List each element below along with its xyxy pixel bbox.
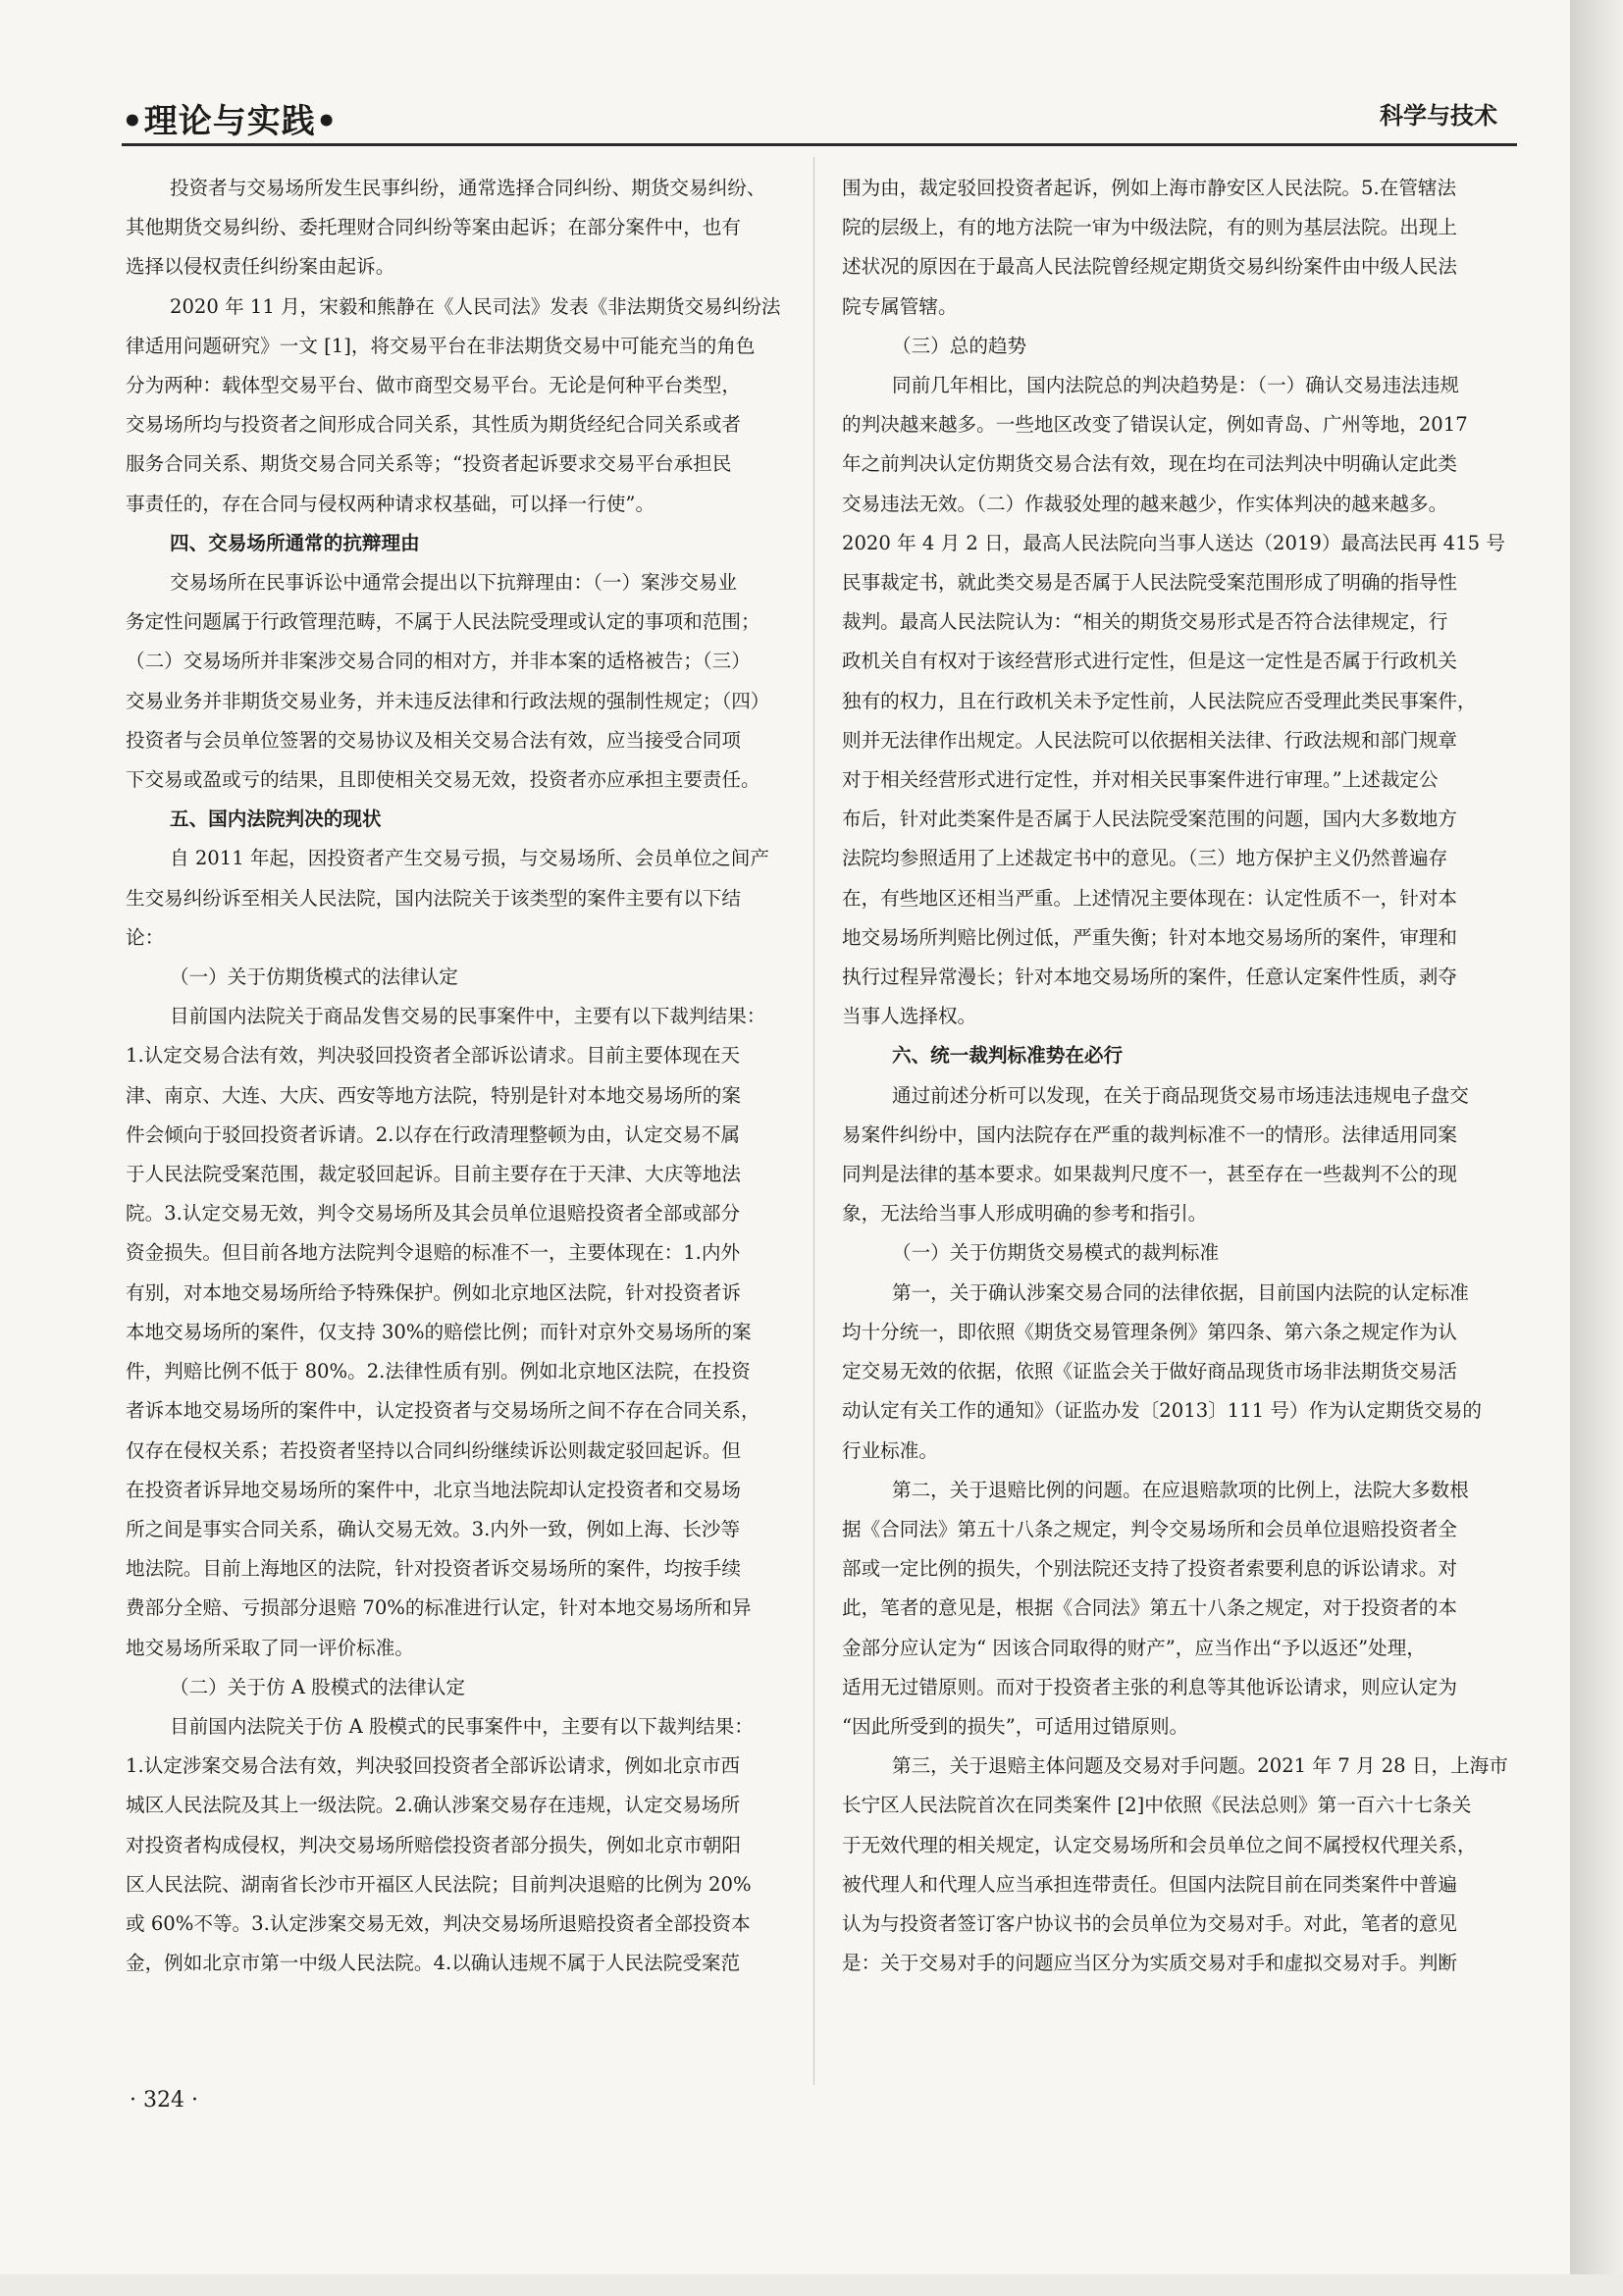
text-line: 1.认定涉案交易合法有效，判决驳回投资者全部诉讼请求，例如北京市西 (126, 1754, 741, 1778)
text-line: 通过前述分析可以发现，在关于商品现货交易市场违法违规电子盘交 (892, 1083, 1469, 1107)
text-line: 第二，关于退赔比例的问题。在应退赔款项的比例上，法院大多数根 (892, 1478, 1469, 1501)
text-line: 下交易或盈或亏的结果，且即使相关交易无效，投资者亦应承担主要责任。 (126, 768, 760, 792)
text-line: 独有的权力，且在行政机关未予定性前，人民法院应否受理此类民事案件， (842, 689, 1477, 712)
text-line: 述状况的原因在于最高人民法院曾经规定期货交易纠纷案件由中级人民法 (842, 255, 1457, 279)
text-line: 民事裁定书，就此类交易是否属于人民法院受案范围形成了明确的指导性 (842, 571, 1457, 595)
text-line: 或 60%不等。3.认定涉案交易无效，判决交易场所退赔投资者全部投资本 (126, 1911, 751, 1935)
text-line: 第三，关于退赔主体问题及交易对手问题。2021 年 7 月 28 日，上海市 (892, 1754, 1508, 1778)
text-line: 2020 年 4 月 2 日，最高人民法院向当事人送达（2019）最高法民再 415 号 (842, 531, 1505, 554)
header-rule (122, 143, 1517, 146)
text-line: 1.认定交易合法有效，判决驳回投资者全部诉讼请求。目前主要体现在天 (126, 1044, 741, 1068)
text-line: 于无效代理的相关规定，认定交易场所和会员单位之间不属授权代理关系， (842, 1833, 1477, 1856)
text-line: 事责任的，存在合同与侵权两种请求权基础，可以择一行使”。 (126, 492, 655, 515)
text-line: 交易业务并非期货交易业务，并未违反法律和行政法规的强制性规定；（四） (126, 689, 770, 712)
text-line: 件，判赔比例不低于 80%。2.法律性质有别。例如北京地区法院，在投资 (126, 1360, 751, 1383)
subsection-heading: （一）关于仿期货交易模式的裁判标准 (892, 1241, 1220, 1265)
text-line: “因此所受到的损失”，可适用过错原则。 (842, 1714, 1189, 1738)
section-heading: 五、国内法院判决的现状 (170, 808, 382, 831)
text-line: 院。3.认定交易无效，判令交易场所及其会员单位退赔投资者全部或部分 (126, 1202, 741, 1226)
text-line: 行业标准。 (842, 1438, 938, 1462)
text-line: 法院均参照适用了上述裁定书中的意见。（三）地方保护主义仍然普遍存 (842, 847, 1448, 870)
text-line: 律适用问题研究》一文 [1]，将交易平台在非法期货交易中可能充当的角色 (126, 334, 756, 357)
text-line: 服务合同关系、期货交易合同关系等；“投资者起诉要求交易平台承担民 (126, 452, 732, 476)
text-line: 此，笔者的意见是，根据《合同法》第五十八条之规定，对于投资者的本 (842, 1596, 1457, 1620)
text-line: 第一，关于确认涉案交易合同的法律依据，目前国内法院的认定标准 (892, 1280, 1469, 1304)
text-line: 年之前判决认定仿期货交易合法有效，现在均在司法判决中明确认定此类 (842, 452, 1457, 476)
text-line: 地交易场所判赔比例过低，严重失衡；针对本地交易场所的案件，审理和 (842, 925, 1457, 949)
text-line: 均十分统一，即依照《期货交易管理条例》第四条、第六条之规定作为认 (842, 1320, 1457, 1343)
text-line: 费部分全赔、亏损部分退赔 70%的标准进行认定，针对本地交易场所和异 (126, 1596, 752, 1620)
text-line: （二）交易场所并非案涉交易合同的相对方，并非本案的适格被告；（三） (126, 650, 751, 673)
text-line: 本地交易场所的案件，仅支持 30%的赔偿比例；而针对京外交易场所的案 (126, 1320, 752, 1343)
text-line: 围为由，裁定驳回投资者起诉，例如上海市静安区人民法院。5.在管辖法 (842, 177, 1457, 199)
text-line: 认为与投资者签订客户协议书的会员单位为交易对手。对此，笔者的意见 (842, 1911, 1457, 1935)
text-line: 长宁区人民法院首次在同类案件 [2]中依照《民法总则》第一百六十七条关 (842, 1794, 1472, 1817)
text-line: 地法院。目前上海地区的法院，针对投资者诉交易场所的案件，均按手续 (126, 1557, 741, 1581)
section-heading: 六、统一裁判标准势在必行 (892, 1044, 1124, 1068)
text-line: 对投资者构成侵权，判决交易场所赔偿投资者部分损失，例如北京市朝阳 (126, 1833, 741, 1856)
text-line: 所之间是事实合同关系，确认交易无效。3.内外一致，例如上海、长沙等 (126, 1517, 741, 1540)
text-line: 在投资者诉异地交易场所的案件中，北京当地法院却认定投资者和交易场 (126, 1478, 741, 1501)
text-line: 区人民法院、湖南省长沙市开福区人民法院；目前判决退赔的比例为 20% (126, 1872, 752, 1896)
text-line: 投资者与交易场所发生民事纠纷，通常选择合同纠纷、期货交易纠纷、 (170, 177, 766, 199)
column-divider (813, 157, 814, 2085)
right-column (842, 169, 1515, 1983)
text-line: 执行过程异常漫长；针对本地交易场所的案件，任意认定案件性质，剥夺 (842, 965, 1457, 989)
text-line: 其他期货交易纠纷、委托理财合同纠纷等案由起诉；在部分案件中，也有 (126, 216, 741, 239)
text-line: 据《合同法》第五十八条之规定，判令交易场所和会员单位退赔投资者全 (842, 1517, 1457, 1540)
text-line: 金，例如北京市第一中级人民法院。4.以确认违规不属于人民法院受案范 (126, 1952, 741, 1975)
page-bottom-edge (0, 2274, 1623, 2296)
text-line: 津、南京、大连、大庆、西安等地方法院，特别是针对本地交易场所的案 (126, 1083, 741, 1107)
text-line: 于人民法院受案范围，裁定驳回起诉。目前主要存在于天津、大庆等地法 (126, 1163, 741, 1186)
text-line: 被代理人和代理人应当承担连带责任。但国内法院目前在同类案件中普遍 (842, 1872, 1457, 1896)
text-line: 易案件纠纷中，国内法院存在严重的裁判标准不一的情形。法律适用同案 (842, 1122, 1457, 1146)
text-line: 仅存在侵权关系；若投资者坚持以合同纠纷继续诉讼则裁定驳回起诉。但 (126, 1438, 741, 1462)
text-line: 对于相关经营形式进行定性，并对相关民事案件进行审理。”上述裁定公 (842, 768, 1439, 792)
text-line: 生交易纠纷诉至相关人民法院，国内法院关于该类型的案件主要有以下结 (126, 886, 741, 910)
text-line: 动认定有关工作的通知》（证监办发〔2013〕111 号）作为认定期货交易的 (842, 1399, 1482, 1423)
text-line: 选择以侵权责任纠纷案由起诉。 (126, 255, 395, 279)
text-line: 分为两种：载体型交易平台、做市商型交易平台。无论是何种平台类型， (126, 374, 741, 397)
text-line: 务定性问题属于行政管理范畴，不属于人民法院受理或认定的事项和范围； (126, 610, 760, 634)
text-line: 布后，针对此类案件是否属于人民法院受案范围的问题，国内大多数地方 (842, 808, 1457, 831)
text-line: 的判决越来越多。一些地区改变了错误认定，例如青岛、广州等地，2017 (842, 413, 1468, 437)
text-line: 是：关于交易对手的问题应当区分为实质交易对手和虚拟交易对手。判断 (842, 1952, 1457, 1975)
text-line: 交易违法无效。（二）作裁驳处理的越来越少，作实体判决的越来越多。 (842, 492, 1448, 515)
text-line: 金部分应认定为“ 因该合同取得的财产”，应当作出“予以返还”处理， (842, 1636, 1426, 1659)
text-line: 论： (126, 925, 165, 949)
text-line: 自 2011 年起，因投资者产生交易亏损，与交易场所、会员单位之间产 (170, 847, 769, 870)
text-line: 院专属管辖。 (842, 294, 958, 318)
text-line: 资金损失。但目前各地方法院判令退赔的标准不一，主要体现在：1.内外 (126, 1241, 741, 1265)
text-line: 院的层级上，有的地方法院一审为中级法院，有的则为基层法院。出现上 (842, 216, 1457, 239)
text-line: 适用无过错原则。而对于投资者主张的利息等其他诉讼请求，则应认定为 (842, 1675, 1457, 1698)
text-line: 同前几年相比，国内法院总的判决趋势是：（一）确认交易违法违规 (892, 374, 1460, 397)
subsection-heading: （二）关于仿 A 股模式的法律认定 (170, 1675, 465, 1698)
text-line: 目前国内法院关于仿 A 股模式的民事案件中，主要有以下裁判结果： (170, 1714, 754, 1738)
page-number: · 324 · (130, 2088, 198, 2113)
text-line: 城区人民法院及其上一级法院。2.确认涉案交易存在违规，认定交易场所 (126, 1794, 741, 1817)
text-line: 目前国内法院关于商品发售交易的民事案件中，主要有以下裁判结果： (170, 1005, 766, 1028)
text-line: 交易场所在民事诉讼中通常会提出以下抗辩理由：（一）案涉交易业 (170, 571, 738, 595)
text-line: 象，无法给当事人形成明确的参考和指引。 (842, 1202, 1208, 1226)
text-line: 部或一定比例的损失，个别法院还支持了投资者索要利息的诉讼请求。对 (842, 1557, 1457, 1581)
section-heading: 四、交易场所通常的抗辩理由 (170, 531, 420, 554)
text-line: 则并无法律作出规定。人民法院可以依据相关法律、行政法规和部门规章 (842, 728, 1457, 752)
subsection-heading: （一）关于仿期货模式的法律认定 (170, 965, 458, 989)
subsection-heading: （三）总的趋势 (892, 334, 1027, 357)
text-line: 交易场所均与投资者之间形成合同关系，其性质为期货经纪合同关系或者 (126, 413, 741, 437)
text-line: 当事人选择权。 (842, 1005, 977, 1028)
left-column (126, 169, 793, 1983)
text-line: 2020 年 11 月，宋毅和熊静在《人民司法》发表《非法期货交易纠纷法 (170, 294, 781, 318)
text-line: 投资者与会员单位签署的交易协议及相关交易合法有效，应当接受合同项 (126, 728, 741, 752)
text-line: 裁判。最高人民法院认为：“相关的期货交易形式是否符合法律规定，行 (842, 610, 1448, 634)
text-line: 件会倾向于驳回投资者诉请。2.以存在行政清理整顿为由，认定交易不属 (126, 1122, 741, 1146)
running-header-section: •理论与实践• (122, 102, 339, 141)
text-line: 有别，对本地交易场所给予特殊保护。例如北京地区法院，针对投资者诉 (126, 1280, 741, 1304)
text-line: 者诉本地交易场所的案件中，认定投资者与交易场所之间不存在合同关系， (126, 1399, 760, 1423)
text-line: 政机关自有权对于该经营形式进行定性，但是这一定性是否属于行政机关 (842, 650, 1457, 673)
text-line: 同判是法律的基本要求。如果裁判尺度不一，甚至存在一些裁判不公的现 (842, 1163, 1457, 1186)
text-line: 地交易场所采取了同一评价标准。 (126, 1636, 414, 1659)
text-line: 定交易无效的依据，依照《证监会关于做好商品现货市场非法期货交易活 (842, 1360, 1457, 1383)
page-edge-shadow (1570, 0, 1623, 2296)
running-header-column: 科学与技术 (1380, 102, 1497, 130)
text-line: 在，有些地区还相当严重。上述情况主要体现在：认定性质不一，针对本 (842, 886, 1457, 910)
